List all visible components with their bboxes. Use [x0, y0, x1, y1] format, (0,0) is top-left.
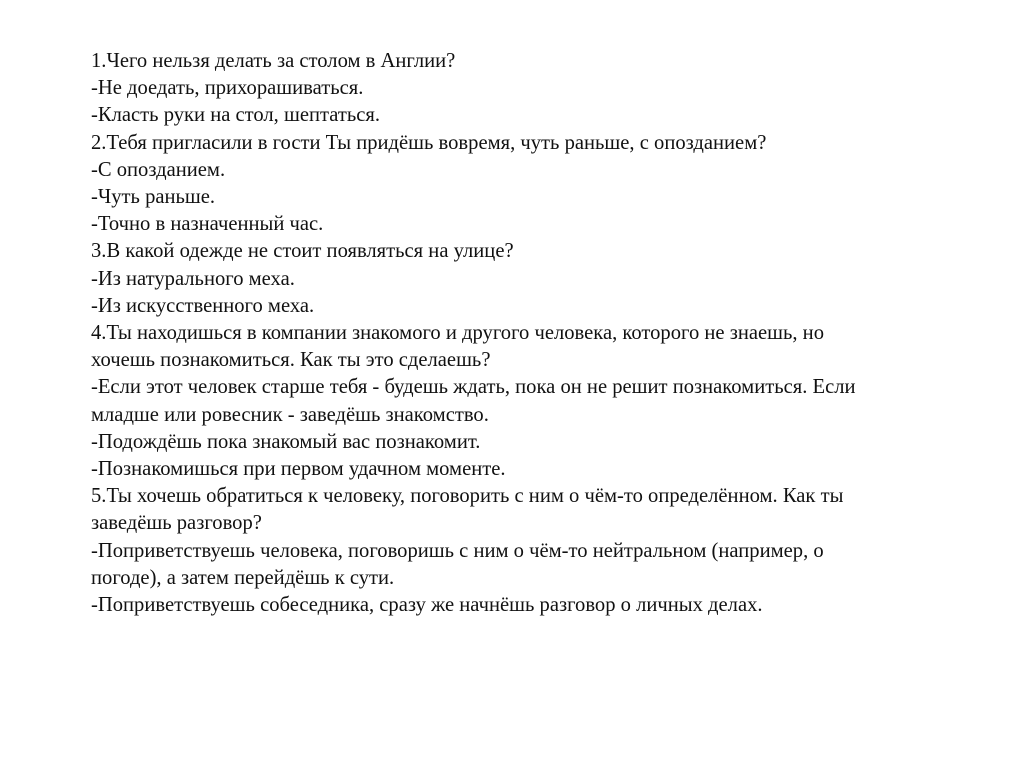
answer-option: -Чуть раньше. [91, 186, 216, 209]
answer-option: -Подождёшь пока знакомый вас познакомит. [91, 430, 481, 453]
answer-option: -Познакомишься при первом удачном моменте. [91, 458, 506, 481]
answer-option: -С опозданием. [91, 158, 226, 181]
answer-option: -Точно в назначенный час. [91, 213, 324, 236]
question-3: 3.В какой одежде не стоит появляться на улице? [91, 240, 514, 263]
question-5-continued: заведёшь разговор? [91, 512, 262, 535]
answer-option: -Если этот человек старше тебя - будешь ждать, пока он не решит познакомиться. Если [91, 376, 856, 399]
answer-option: -Из искусственного меха. [91, 294, 315, 317]
answer-option: -Поприветствуешь собеседника, сразу же начнёшь разговор о личных делах. [91, 594, 763, 617]
question-4-continued: хочешь познакомиться. Как ты это сделаешь? [91, 349, 491, 372]
question-2: 2.Тебя пригласили в гости Ты придёшь вовремя, чуть раньше, с опозданием? [91, 131, 767, 154]
answer-option: -Из натурального меха. [91, 267, 295, 290]
answer-option: -Не доедать, прихорашиваться. [91, 77, 364, 100]
question-4: 4.Ты находишься в компании знакомого и другого человека, которого не знаешь, но [91, 322, 824, 345]
quiz-text [91, 48, 951, 619]
answer-option-continued: младше или ровесник - заведёшь знакомство. [91, 403, 489, 426]
answer-option: -Поприветствуешь человека, поговоришь с ним о чём-то нейтральном (например, о [91, 539, 824, 562]
question-5: 5.Ты хочешь обратиться к человеку, поговорить с ним о чём-то определённом. Как ты [91, 485, 844, 508]
answer-option-continued: погоде), а затем перейдёшь к сути. [91, 566, 395, 589]
answer-option: -Класть руки на стол, шептаться. [91, 104, 380, 127]
question-1: 1.Чего нельзя делать за столом в Англии? [91, 50, 456, 72]
